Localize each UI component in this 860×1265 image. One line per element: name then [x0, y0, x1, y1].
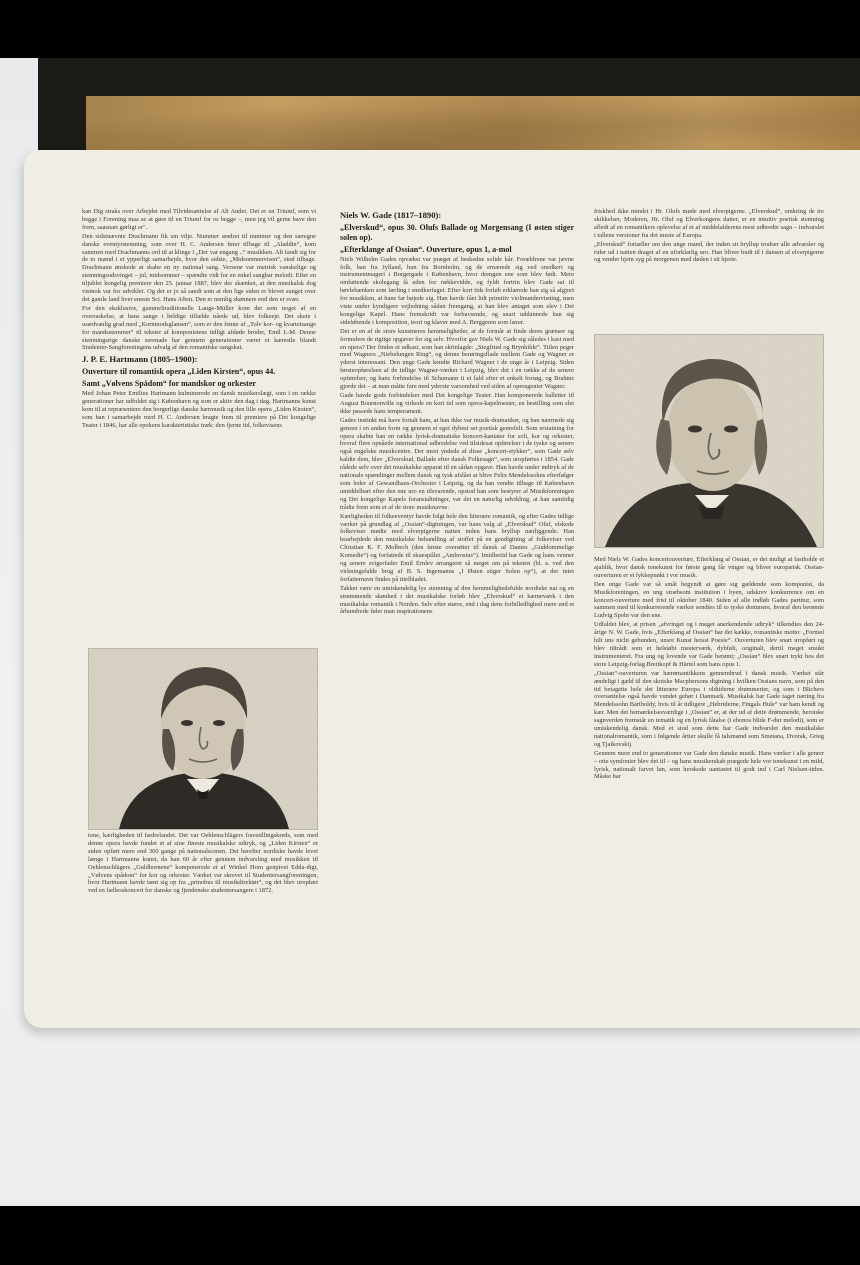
section-subheading: „Efterklange af Ossian“. Ouverture, opus 1, a-mol	[340, 244, 512, 254]
paragraph: Niels Wilhelm Gades opvækst var præget af beskedne solide kår. Forældrene var jævne folk, han fra Jylland, hun fra Bornholm, og de ernærede sig ved snedkeri og instrumentmageri i Borgergade i København, hvor drengen ene som blev født. Mere omfattende skolegang lå uden for rækkevidde, og fyldt fortrin blev Gade sat til høvlebænken som lærling i snedkerfaget. Efter kort tids forløb erklærede han sig så afgjort for musikken, at hans far bøjede sig. Han havde fået lidt primitiv violinundervisning, men viste under kyndigere vejledning sådan fremgang, at han blev antaget som elev i Det kongelige Kapel. Hans fremskridt var forbavsende, og snart uddannede han sig sideløbende i komposition, teori og klaver med A. Berggreen som lærer.	[340, 255, 574, 326]
portrait-gade-image	[594, 334, 824, 548]
column-1-bottom-text	[88, 832, 318, 964]
paragraph: Den unge Gade var så småt begyndt at gøre sig gældende som komponist, da Musikforeningen, en ung stræbsom institution i byen, udskrev konkurrence om en koncert-ouverture med frist til oktober 1840. Siden af alle indløb Gades partitur, som sammen med til konkurrerende værker sendtes til to tyske dommere, hvoraf den berømte Ludvig Spohr var den ene.	[594, 580, 824, 620]
paragraph: „Elverskud“ fortæller om den unge mand, der inden sit bryllup trodser alle advarsler og rider ud i natten draget af en uforklarlig uro. Han bliver budt til i dansen af elverpigerne og vender hjem syg på morgenen med døden i sit hjerte.	[594, 240, 824, 264]
column-1-text	[82, 208, 316, 646]
paragraph: For den eksklusive, gammeltraditionelle Lange-Müller kom det som noget af en overraskelse, at hans sange i heldige tilfælde nåede ud, blev folkeeje. Det skete i usædvanlig grad med „Kornmodsglansen“, som er den femte af „Tolv kor- og kvartetsange for mandsstemmer“ til tekster af komponistens tidligt afdøde broder, Emil L-M. Denne stemningsrige danske serenade har gennem generationer været et kærestle blandt Studenter-Sangforeningens udvalg af den romantiske sangskat.	[82, 304, 316, 352]
paragraph: Med Johan Peter Emilius Hartmann kulminerede en dansk musikerslægt, som i en række generationer har udfoldet sig i København og som er aktiv den dag i dag. Hartmanns kunst kom til at repræsentere den borgerlige danske hærmusik og den lille opera „Liden Kirsten“, som han i samarbejde med H. C. Andersen bragte frem til premiere på Det kongelige Teater i 1846, har alle epokens karakteristiske træk: den fjerne tid, folkevisens	[82, 389, 316, 429]
paragraph: kan Dig straks over Arbejdet med Tilvidesættelse af Alt Andet. Det er en Triumf, som vi begge i Forening maa se at gøre til en Triumf for os begge –, men jeg vil gerne have den frem, saasnart gørligt er".	[82, 208, 316, 231]
section-subheading: Samt „Vølvens Spådom“ for mandskor og orkester	[82, 378, 256, 388]
paragraph: friskhed ikke mindst i Hr. Olufs møde med elverpigerne. „Elverskud“, omkring de tre skikkelser, Moderen, Hr. Oluf og Elverkongens datter, er en intuitiv poetisk stemning afledt af en romantikers oplevelse af et af middelalderens mest udbredte sagn – indvarslet i tallene versioner fra det meste af Europa.	[594, 208, 824, 239]
paragraph: Gade havde gode forbindelser med Det kongelige Teater. Han komponerede balletter til August Bournonville og virkede en kort tid som opera-kapelmester, en bestilling som slet ikke passede hans temperament.	[340, 392, 574, 415]
column-2-text	[340, 208, 574, 968]
paragraph: Takket være en umiskendelig lys stemning af den hemmelighedsfulde nordiske nat og en strømmende skønhed i det musikalske forløb blev „Elverskud“ et kærneværk i den musikalske romantik i Norden. Selv efter større, end i dag dens forbilledlighed mere end et århundrede føler man inspirationens	[340, 584, 574, 616]
paragraph: tone, kærligheden til fædrelandet. Det var Oehlenschlägers forestillingskreds, som med denne opera havde fundet et af sine fineste musikalske udtryk, og „Liden Kirsten“ er siden opført mere end 300 gange på nationalscenen. Det herefter nordiske havde levet længe i Hartmanns kunst, da han 60 år efter gennem indvarsling med musikken til Oehlenschlägers „Guldhornene“ komponerede et af Winkel Horn genpivet Edda-digt, „Vølvens spådom“ for kor og orkester. Værket var skrevet til Studentersangforeningen, hvor Hartmann havde tænt sig op fra „prinobus til musikdirektør“, og det blev uropført ved en fællesskoncert for danske og fjendenske studentersangere i 1872.	[88, 832, 318, 895]
paragraph: Det er en af de store kunstneres hemmeligheder, at de formår at finde deres grænser og formulere de rigtige opgaver for sig selv. Hvorfor gav Niels W. Gade sig således i kast med en opera? Der findes et udkast, som han skrinlagde: „Siegfried og Brynhilde“. Titlen peger mod Wagners „Niebelungen Ring“, og denne berøringsflade mellem Gade og Wagner er yderst interessant. Den unge Gade kendte Richard Wagner i de unge år i Leipzig. Siden førsteopførelsen af de tidlige Wagner-værker i Leipzig, blev det i en række af de senere opførelser, og hans forbindelse til Schumann ti et fald efter et enkelt forsøg, og Brahms gjorde det – at man måtte fare med yderste varsomhed ved siden af operagenier Wagner.	[340, 327, 574, 391]
section-subheading: „Elverskud“, opus 30. Olufs Ballade og Morgensang (I østen stiger solen op).	[340, 222, 574, 242]
paragraph: Udfaldet blev, at prisen „afvringet og i meget anerkendende udtryk“ tilkendtes den 24-årige N. W. Gade, hvis „Efterklang af Ossian“ bar det kække, romantiske motto: „Formel hilt uns nicht gebunden, unsre Kunst heisst Poesie“. Ouverturen blev snart uropført og blev tiltrådt som et helstøbt mesterværk, dybfølt, originalt, dertil meget smukt instrumenteret. Fra ung og lovende var Gade berømt; „Ossian“ blev snart trykt hos det store Leipzig-forlag Breitkopf & Härtel som hans opus 1.	[594, 621, 824, 668]
paragraph: Gades instinkt må have fortalt ham, at han ikke var musik-dramatiker, og han nærmede sig genren i en anden form og gennem et eget dybest set poetisk genrefelt. Som erstatning for opera skabte han en række lyrisk-dramatiske koncert-kantater for soli, kor og orkester, hvoraf flere opnåede international udbredelse ved tilsidesat opførelser i de tyske og senere også engelske musikcentre. Det mest yndede af disse „koncert-stykker“, som Gade selv kaldte dem, blev „Elverskud, Ballade efter dansk Folkesagn“, som uropførtes i 1854. Gade rådede selv over det musikalske apparat til en sådan opgave. Han havde under indtryk af de nationale spændinger mellem dansk og tysk afslået at blive Felix Mendelssohns efterfølger som leder af Gewandhaus-Orchester i Leipzig, og da han vendte tilbage til København umiddelbart efter den ene uro en tilsvarende, opstod han som bestyrer af Musikforeningen og Det kongelige Kapels foranstaltninger, var det en naturlig udvikling, at han samtidig trådte frem som et af de store musiknavne.	[340, 416, 574, 511]
section-heading-hartmann: J. P. E. Hartmann (1805–1900):	[82, 354, 198, 365]
paragraph: Kærligheden til folkeeventyr havde folgt hele den litterære romantik, og efter Gades tidlige værker på grundlag af „Ossian“-digtningen, var hans valg af „Elverskud“ Oluf, elskede folkeviser mødte med elverpigerne natten inden hans bryllup nærliggende. Han bearbejdede den musikalske behandling af stoffet på en gendigtning af folkeviser ved Christian K. F. Molbech (den første overætter til dansk af Dantes „Guddommelige Komedie“) og forfattede til skuespillet „Ambrosius“). Imidlertid har Gade og hans venner og senere svigerfader Emil Ernlev arrangeret så meget om på teksten (bl. a. ved den virkningsfulde brug af B. S. Ingemanns „I Østen stiger Solen op“), at der intet forfatternavn findes på titelbladet.	[340, 512, 574, 583]
paragraph: „Ossian“-ouverturen var hærømantikkens gennembrud i dansk musik. Værket står ændeligt i gæld til den skotske Macphersons digtning i hvilken Ossians navn, som på den tid betagette hele det litterære Europa i oldtiderne drømmerier, og som i Blichers oversættelse også havde vundet gehør i Danmark. Musikalsk har Gade taget næring fra Mendelssohn Bartholdy, hvis til år tidligere „Hebriderne, Fingals Hule“ var ham kendt og kær. Men det bemærkelsesværdige i „Ossian“ er, at der ud af dette drømmende, heroiske sagnverden fremstår en tematik og en lyrisk fåtalse (i ebonos blide F-dur melodi), som er umiskendelig dansk. Med et stod som dette har Gade indvarslet den musikalske nationalromantik, som i følgende årtier skulle få talsmænd som Smetana, Dvorak, Grieg og Tjaikovskij.	[594, 669, 824, 748]
paragraph: Den sidstnævnte Drachmann fik sin vilje. Nummer ændret til nummer og den særegne danske eventyrstemning, som over H. C. Andersen fører tilbage til „Aladdin“, kom sammen med Drachmanns ord til at klinge i „Der var engang ..“ musikken. Alt fandt sig for de to mænd i et ypperligt samarbejde, hvor den sidste, „Midsommervisen“, stod tilbage. Drachmann ønskede at skabe en ny national sang. Versene var metrisk vanskelige og stemningsudsvinget – jul, midsommer – spændte vidt for en enkel sangbar melodi. Efter en tiljublet kongelig premiere den 25. januar 1887, blev der skænket, at den musikalsk dog vistnok var for udviklet. Og det er jo så sandt som at den lige siden er blevet sunget over det gamle land hver eneste Sct. Hans Aften. Den er nemlig skønnere end den er svær.	[82, 232, 316, 303]
section-subheading: Ouverture til romantisk opera „Liden Kirsten“, opus 44.	[82, 366, 276, 376]
column-3-top-text	[594, 208, 824, 326]
paragraph: Gennem mere end to generationer var Gade den danske musik. Hans værker i alle genrer – otte symfonier blev det til – og hans musikerskab prægede hele vor tonekunst i en mild, lyrisk, nationalt farvet løn, som herskede uantastet til godt ind i Carl Nielsen-tiden. Måske har	[594, 749, 824, 781]
portrait-hartmann-image	[88, 648, 318, 830]
section-heading-gade: Niels W. Gade (1817–1890):	[340, 210, 442, 220]
paragraph: Med Niels W. Gades koncertouverture, Efterklang af Ossian, er det muligt at fastholde et ajablik, hvor dansk tonekunst for første gang får vinger og bliver europæisk. Ossian-ouverturen er et lykkepunkt i vor musik.	[594, 556, 824, 579]
column-3-bottom-text	[594, 556, 824, 956]
